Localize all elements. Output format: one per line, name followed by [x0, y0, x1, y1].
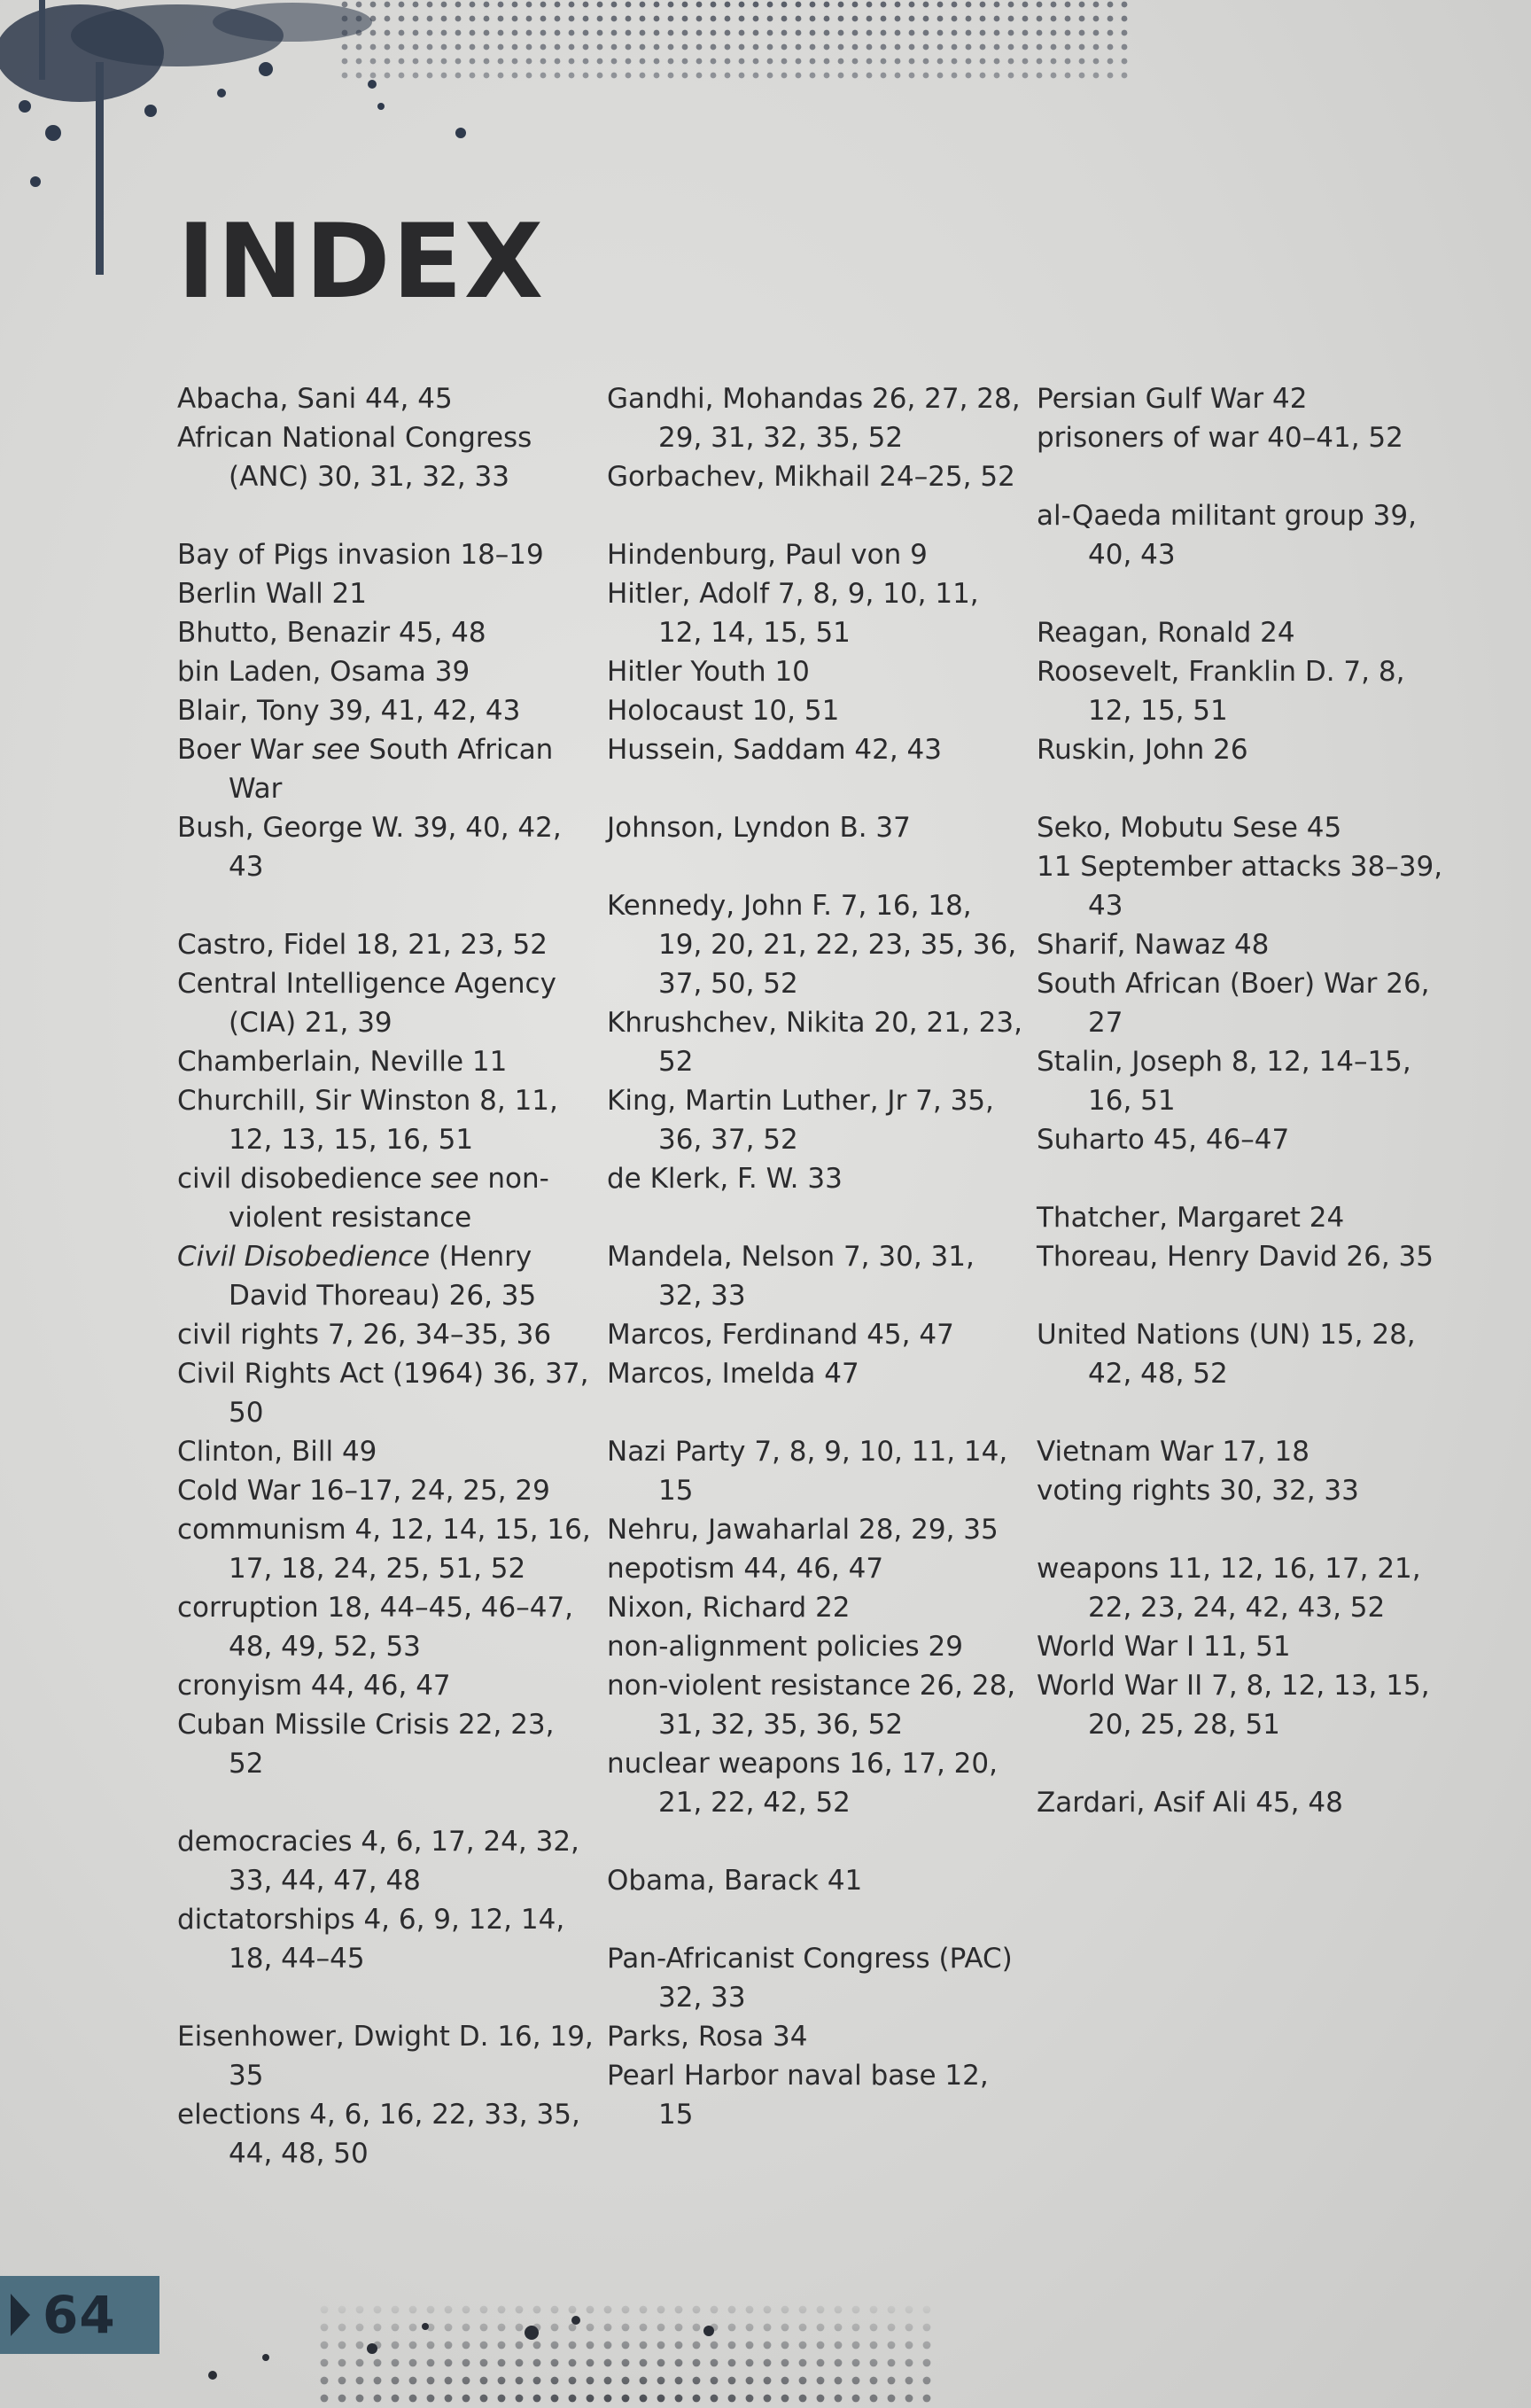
entry-text: Cold War 16–17, 24, 25, 29 — [177, 1475, 550, 1507]
index-entry — [1037, 1627, 1453, 1666]
index-entry — [607, 652, 1023, 691]
entry-text: 11 September attacks 38–39, 43 — [1037, 851, 1451, 922]
index-entry — [177, 418, 594, 496]
letter-gap — [607, 1198, 1023, 1237]
letter-gap — [1037, 457, 1453, 496]
entry-text: Berlin Wall 21 — [177, 578, 368, 610]
index-entry — [607, 1510, 1023, 1549]
index-entry — [177, 1471, 594, 1510]
letter-gap — [607, 1393, 1023, 1432]
index-entry — [177, 379, 594, 418]
entry-text: Bhutto, Benazir 45, 48 — [177, 617, 486, 649]
index-entry — [607, 1627, 1023, 1666]
index-entry — [1037, 847, 1453, 925]
index-entry — [177, 2017, 602, 2095]
entry-text: nepotism 44, 46, 47 — [607, 1553, 884, 1585]
entry-text: non-alignment policies 29 — [607, 1631, 963, 1663]
entry-text: Boer War — [177, 734, 313, 766]
index-entry — [607, 574, 1023, 652]
entry-text: Vietnam War 17, 18 — [1037, 1436, 1310, 1468]
index-entry — [607, 1588, 1023, 1627]
letter-gap — [1037, 574, 1453, 613]
index-entry — [1037, 1237, 1453, 1276]
entry-text: Obama, Barack 41 — [607, 1865, 863, 1897]
index-entry — [177, 1510, 600, 1588]
entry-text: Nixon, Richard 22 — [607, 1592, 851, 1624]
entry-text: Pearl Harbor naval base 12, 15 — [607, 2060, 998, 2131]
index-entry — [607, 1549, 1023, 1588]
index-entry — [177, 1237, 594, 1315]
entry-text: South African (Boer) War 26, 27 — [1037, 968, 1439, 1039]
entry-text: corruption 18, 44–45, 46–47, 48, 49, 52, 53 — [177, 1592, 582, 1663]
entry-text: democracies 4, 6, 17, 24, 32, 33, 44, 47, 48 — [177, 1826, 588, 1897]
entry-text: Gandhi, Mohandas 26, 27, 28, 29, 31, 32, 35, 52 — [607, 383, 1030, 454]
entry-text: Pan-Africanist Congress (PAC) 32, 33 — [607, 1943, 1022, 2014]
index-entry — [607, 886, 1026, 1003]
entry-text: nuclear weapons 16, 17, 20, 21, 22, 42, 52 — [607, 1748, 1006, 1819]
entry-text: Gorbachev, Mikhail 24–25, 52 — [607, 461, 1015, 493]
entry-text: Bush, George W. 39, 40, 42, 43 — [177, 812, 571, 883]
index-entry — [177, 613, 594, 652]
entry-text: Nazi Party 7, 8, 9, 10, 11, 14, 15 — [607, 1436, 1017, 1507]
index-entry — [177, 1354, 598, 1432]
entry-text: United Nations (UN) 15, 28, 42, 48, 52 — [1037, 1319, 1425, 1390]
index-entry — [607, 1237, 1023, 1315]
entry-text: Central Intelligence Agency (CIA) 21, 39 — [177, 968, 565, 1039]
letter-gap — [607, 847, 1023, 886]
index-entry — [177, 1315, 594, 1354]
index-entry — [607, 1861, 1023, 1900]
index-entry — [1037, 379, 1453, 418]
entry-text: Khrushchev, Nikita 20, 21, 23, 52 — [607, 1007, 1031, 1078]
letter-gap — [177, 1783, 594, 1822]
index-entry — [177, 808, 594, 886]
index-entry — [607, 457, 1023, 496]
entry-italic-text: see — [312, 734, 361, 766]
index-entry — [177, 2095, 594, 2173]
letter-gap — [1037, 1744, 1453, 1783]
index-entry — [607, 691, 1023, 730]
index-entry — [177, 1081, 594, 1159]
entry-text: Civil Rights Act (1964) 36, 37, 50 — [177, 1358, 598, 1429]
entry-text: Nehru, Jawaharlal 28, 29, 35 — [607, 1514, 999, 1546]
entry-text: South African War — [229, 734, 563, 805]
page-number: 64 — [43, 2285, 116, 2345]
letter-gap — [177, 886, 594, 925]
entry-text: bin Laden, Osama 39 — [177, 656, 470, 688]
index-entry — [1037, 964, 1453, 1042]
entry-text: Stalin, Joseph 8, 12, 14–15, 16, 51 — [1037, 1046, 1420, 1117]
index-entry — [1037, 1315, 1453, 1393]
entry-text: Roosevelt, Franklin D. 7, 8, 12, 15, 51 — [1037, 656, 1414, 727]
index-entry — [607, 808, 1023, 847]
letter-gap — [1037, 1393, 1453, 1432]
index-entry — [177, 535, 594, 574]
entry-text: communism 4, 12, 14, 15, 16, 17, 18, 24, 25, 51, 52 — [177, 1514, 600, 1585]
index-entry — [1037, 613, 1453, 652]
entry-text: African National Congress (ANC) 30, 31, 32, 33 — [177, 422, 541, 493]
letter-gap — [607, 769, 1023, 808]
entry-text: World War II 7, 8, 12, 13, 15, 20, 25, 28, 51 — [1037, 1670, 1439, 1741]
index-entry — [177, 574, 594, 613]
index-entry — [177, 691, 594, 730]
entry-text: dictatorships 4, 6, 9, 12, 14, 18, 44–45 — [177, 1904, 574, 1975]
index-entry — [607, 2056, 1023, 2134]
index-entry — [177, 1159, 594, 1237]
entry-text: Hitler, Adolf 7, 8, 9, 10, 11, 12, 14, 15, 51 — [607, 578, 988, 649]
index-entry — [177, 652, 594, 691]
index-entry — [607, 1081, 1023, 1159]
letter-gap — [607, 496, 1023, 535]
entry-text: Clinton, Bill 49 — [177, 1436, 377, 1468]
index-entry — [177, 1822, 594, 1900]
entry-text: elections 4, 6, 16, 22, 33, 35, 44, 48, 50 — [177, 2099, 589, 2170]
index-entry — [607, 1159, 1023, 1198]
entry-text: Bay of Pigs invasion 18–19 — [177, 539, 544, 571]
entry-text: non-violent resistance — [229, 1163, 549, 1234]
entry-text: Blair, Tony 39, 41, 42, 43 — [177, 695, 521, 727]
entry-text: Mandela, Nelson 7, 30, 31, 32, 33 — [607, 1241, 983, 1312]
index-entry — [607, 379, 1030, 457]
index-entry — [177, 1666, 594, 1705]
entry-text: Marcos, Ferdinand 45, 47 — [607, 1319, 954, 1351]
index-entry — [1037, 1471, 1453, 1510]
index-entry — [177, 1900, 594, 1978]
entry-text: Ruskin, John 26 — [1037, 734, 1248, 766]
index-entry — [177, 964, 594, 1042]
entry-text: Thatcher, Margaret 24 — [1037, 1202, 1345, 1234]
entry-text: Marcos, Imelda 47 — [607, 1358, 859, 1390]
letter-gap — [1037, 1276, 1453, 1315]
letter-gap — [1037, 1510, 1453, 1549]
entry-text: Hussein, Saddam 42, 43 — [607, 734, 942, 766]
index-column-2 — [607, 379, 1031, 2134]
index-entry — [177, 1588, 594, 1666]
entry-text: Suharto 45, 46–47 — [1037, 1124, 1290, 1156]
entry-text: Kennedy, John F. 7, 16, 18, 19, 20, 21, 22, 23, 35, 36, 37, 50, 52 — [607, 890, 1026, 1000]
index-entry — [607, 1432, 1023, 1510]
page-number-tab — [0, 2276, 159, 2354]
index-entry — [607, 535, 1023, 574]
triangle-arrow-icon — [11, 2294, 30, 2336]
index-entry — [177, 730, 594, 808]
entry-text: Castro, Fidel 18, 21, 23, 52 — [177, 929, 548, 961]
entry-text: cronyism 44, 46, 47 — [177, 1670, 451, 1702]
index-entry — [1037, 730, 1453, 769]
entry-text: Seko, Mobutu Sese 45 — [1037, 812, 1342, 844]
entry-text: Churchill, Sir Winston 8, 11, 12, 13, 15, 16, 51 — [177, 1085, 567, 1156]
entry-text: civil rights 7, 26, 34–35, 36 — [177, 1319, 552, 1351]
entry-text: Thoreau, Henry David 26, 35 — [1037, 1241, 1434, 1273]
index-entry — [177, 1042, 594, 1081]
index-entry — [607, 1354, 1023, 1393]
entry-italic-text: see — [431, 1163, 479, 1195]
entry-text: (Henry David Thoreau) 26, 35 — [229, 1241, 541, 1312]
entry-text: Chamberlain, Neville 11 — [177, 1046, 508, 1078]
entry-text: Hindenburg, Paul von 9 — [607, 539, 928, 571]
entry-text: prisoners of war 40–41, 52 — [1037, 422, 1403, 454]
entry-text: King, Martin Luther, Jr 7, 35, 36, 37, 52 — [607, 1085, 1003, 1156]
entry-text: Johnson, Lyndon B. 37 — [607, 812, 911, 844]
index-entry — [607, 1744, 1023, 1822]
index-entry — [1037, 1198, 1453, 1237]
letter-gap — [177, 1978, 594, 2017]
entry-text: civil disobedience — [177, 1163, 431, 1195]
index-entry — [1037, 1432, 1453, 1471]
entry-text: Sharif, Nawaz 48 — [1037, 929, 1270, 961]
letter-gap — [1037, 1159, 1453, 1198]
index-entry — [1037, 496, 1453, 574]
entry-text: non-violent resistance 26, 28, 31, 32, 35, 36, 52 — [607, 1670, 1025, 1741]
index-entry — [1037, 418, 1453, 457]
index-entry — [607, 1939, 1023, 2017]
entry-text: Abacha, Sani 44, 45 — [177, 383, 453, 415]
entry-text: Parks, Rosa 34 — [607, 2021, 808, 2053]
index-entry — [177, 1705, 594, 1783]
entry-text: Zardari, Asif Ali 45, 48 — [1037, 1787, 1343, 1819]
index-entry — [607, 2017, 1023, 2056]
entry-text: voting rights 30, 32, 33 — [1037, 1475, 1359, 1507]
index-column-3 — [1037, 379, 1453, 1822]
index-entry — [177, 1432, 594, 1471]
index-entry — [177, 925, 594, 964]
index-entry — [607, 1003, 1031, 1081]
index-entry — [1037, 1549, 1453, 1627]
letter-gap — [177, 496, 594, 535]
entry-italic-text: Civil Disobedience — [177, 1241, 431, 1273]
index-entry — [1037, 925, 1453, 964]
index-entry — [1037, 1042, 1453, 1120]
entry-text: Hitler Youth 10 — [607, 656, 810, 688]
letter-gap — [607, 1822, 1023, 1861]
entry-text: Cuban Missile Crisis 22, 23, 52 — [177, 1709, 563, 1780]
index-column-1 — [177, 379, 602, 2173]
entry-text: World War I 11, 51 — [1037, 1631, 1291, 1663]
entry-text: Holocaust 10, 51 — [607, 695, 840, 727]
entry-text: Eisenhower, Dwight D. 16, 19, 35 — [177, 2021, 602, 2092]
index-entry — [1037, 1783, 1453, 1822]
index-entry — [1037, 808, 1453, 847]
index-entry — [607, 1315, 1023, 1354]
entry-text: Reagan, Ronald 24 — [1037, 617, 1295, 649]
letter-gap — [1037, 769, 1453, 808]
index-entry — [607, 1666, 1023, 1744]
index-entry — [1037, 652, 1453, 730]
index-entry — [607, 730, 1023, 769]
page-title: INDEX — [177, 202, 546, 322]
index-entry — [1037, 1666, 1453, 1744]
entry-text: weapons 11, 12, 16, 17, 21, 22, 23, 24, 42, 43, 52 — [1037, 1553, 1430, 1624]
index-entry — [1037, 1120, 1453, 1159]
entry-text: Persian Gulf War 42 — [1037, 383, 1308, 415]
entry-text: al-Qaeda militant group 39, 40, 43 — [1037, 500, 1426, 571]
letter-gap — [607, 1900, 1023, 1939]
entry-text: de Klerk, F. W. 33 — [607, 1163, 843, 1195]
